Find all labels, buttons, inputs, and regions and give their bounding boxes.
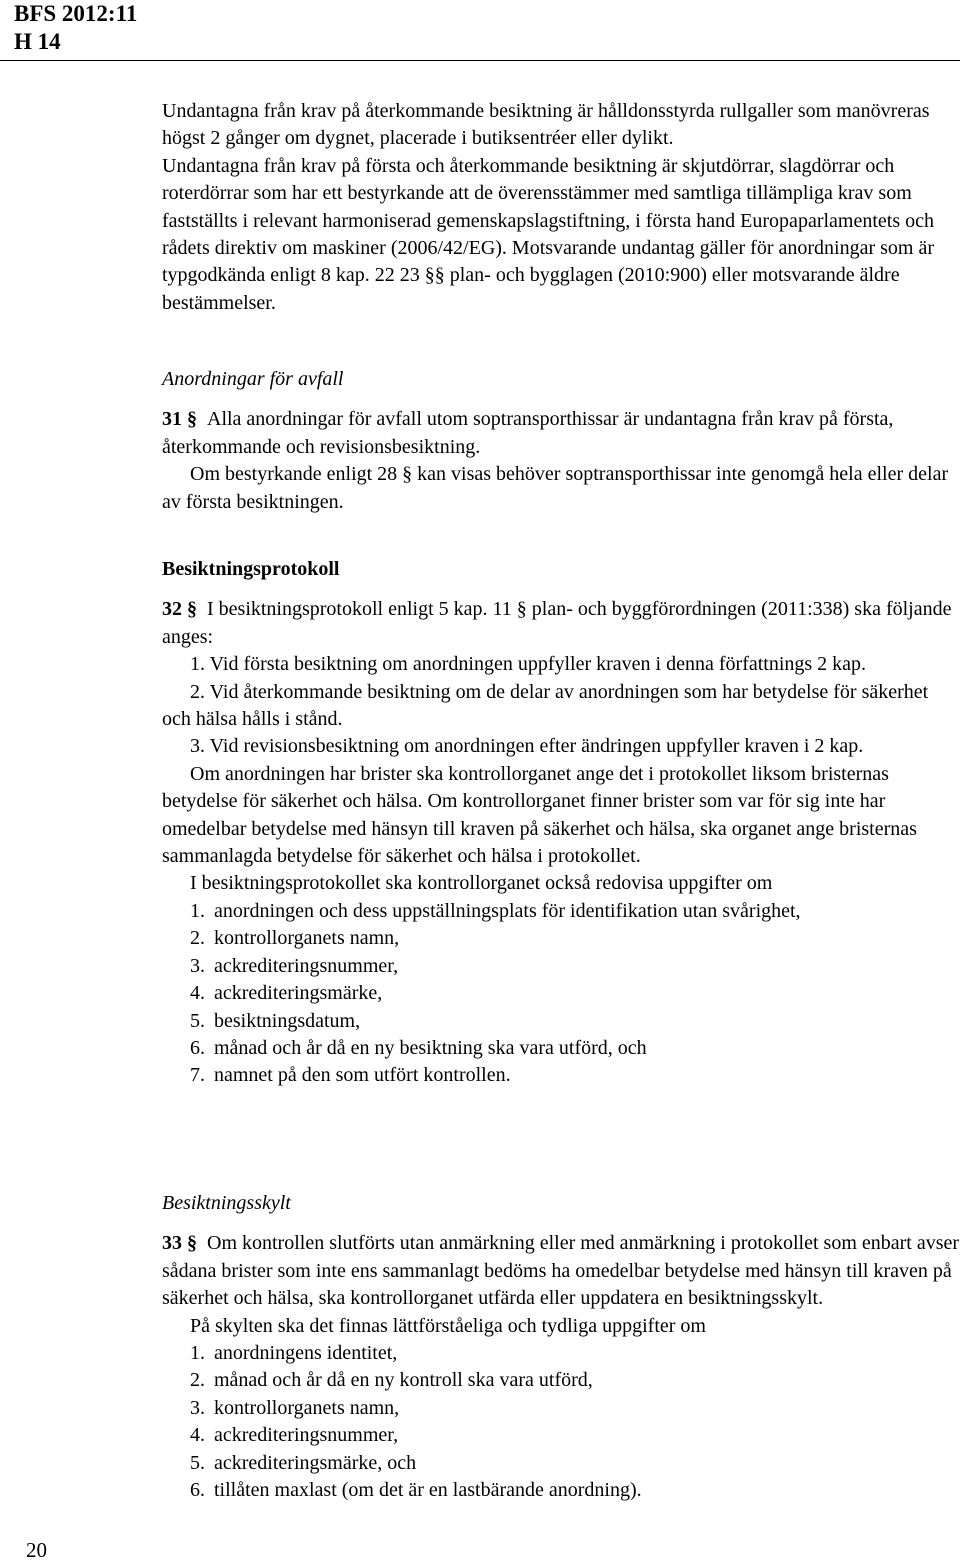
skylt-paragraph-2: På skylten ska det finnas lättförståeliga och tydliga uppgifter om (190, 1314, 706, 1337)
heading-protokoll: Besiktningsprotokoll (162, 558, 340, 580)
header-series: BFS 2012:11 (14, 1, 138, 26)
skylt-list (162, 1340, 960, 1504)
section-number-31: 31 § (162, 408, 197, 431)
section-33-paragraph (162, 1230, 960, 1312)
protokoll-paragraph-3: I besiktningsprotokollet ska kontrollorganet också redovisa uppgifter om (190, 872, 773, 895)
list-item: 6. tillåten maxlast (om det är en lastbärande anordning). (190, 1479, 642, 1502)
exemption-block (162, 98, 960, 317)
protokoll-list (162, 898, 960, 1090)
section-31-paragraph (162, 406, 960, 461)
list-item: 2. kontrollorganets namn, (190, 927, 400, 950)
section-33-text: Om kontrollen slutförts utan anmärkning eller med anmärkning i protokollet som enbart avser sådana brister som inte ens sammanlagt bedöms ha omedelbar betydelse med hänsyn till kraven på säkerhet och hälsa, ska kontrollorganet utfärda eller uppdatera en besiktningsskylt. (162, 1232, 960, 1310)
list-item: 2. månad och år då en ny kontroll ska vara utförd, (190, 1369, 593, 1392)
section-32-paragraph (162, 596, 960, 651)
protokoll-item-3: 3. Vid revisionsbesiktning om anordningen efter ändringen uppfyller kraven i 2 kap. (190, 735, 864, 758)
heading-avfall: Anordningar för avfall (162, 368, 344, 390)
section-number-33: 33 § (162, 1232, 197, 1255)
list-item: 4. ackrediteringsmärke, (190, 982, 383, 1005)
heading-skylt: Besiktningsskylt (162, 1192, 291, 1214)
section-avfall (162, 366, 960, 516)
protokoll-item-2: 2. Vid återkommande besiktning om de delar av anordningen som har betydelse för säkerhet och hälsa hålls i stånd. (162, 680, 929, 731)
protokoll-item-1: 1. Vid första besiktning om anordningen uppfyller kraven i denna författnings 2 kap. (190, 653, 867, 676)
list-item: 7. namnet på den som utfört kontrollen. (190, 1064, 511, 1087)
list-item: 1. anordningen och dess uppställningsplats för identifikation utan svårighet, (190, 899, 801, 922)
section-number-32: 32 § (162, 598, 197, 621)
section-skylt (162, 1190, 960, 1504)
list-item: 1. anordningens identitet, (190, 1342, 398, 1365)
exemption-paragraph-2: Undantagna från krav på första och återkommande besiktning är skjutdörrar, slagdörrar och roterdörrar som har ett bestyrkande att de överensstämmer med samtliga tillämpliga krav som fastställts i relevant harmoniserad gemenskapslagstiftning, i första hand Europaparlamentets och rådets direktiv om maskiner (2006/42/EG). Motsvarande undantag gäller för anordningar som är typgodkända enligt 8 kap. 22 23 §§ plan- och bygglagen (2010:900) eller motsvarande äldre bestämmelser. (162, 154, 935, 314)
list-item: 6. månad och år då en ny besiktning ska vara utförd, och (190, 1036, 647, 1059)
exemption-paragraph-1: Undantagna från krav på återkommande besiktning är hålldonsstyrda rullgaller som manövreras högst 2 gånger om dygnet, placerade i butiksentréer eller dylikt. (162, 100, 930, 150)
list-item: 5. besiktningsdatum, (190, 1009, 361, 1032)
protokoll-paragraph-2: Om anordningen har brister ska kontrollorganet ange det i protokollet liksom bristernas betydelse för säkerhet och hälsa. Om kontrollorganet finner brister som var för sig inte har omedelbar betydelse med hänsyn till kraven på säkerhet och hälsa, ska organet ange bristernas sammanlagda betydelse för säkerhet och hälsa i protokollet. (162, 762, 917, 868)
header-rule (0, 60, 960, 61)
list-item: 4. ackrediteringsnummer, (190, 1424, 399, 1447)
running-header (14, 0, 137, 56)
header-number: H 14 (14, 29, 61, 54)
list-item: 3. kontrollorganets namn, (190, 1396, 400, 1419)
list-item: 5. ackrediteringsmärke, och (190, 1451, 417, 1474)
section-32-text: I besiktningsprotokoll enligt 5 kap. 11 § plan- och byggförordningen (2011:338) ska följande anges: (162, 598, 952, 648)
list-item: 3. ackrediteringsnummer, (190, 954, 399, 977)
section-31-text: Alla anordningar för avfall utom soptransporthissar är undantagna från krav på första, återkommande och revisionsbesiktning. (162, 408, 894, 458)
section-protokoll (162, 556, 960, 1090)
section-31-paragraph-2: Om bestyrkande enligt 28 § kan visas behöver soptransporthissar inte genomgå hela eller delar av första besiktningen. (162, 463, 949, 513)
page-number: 20 (26, 1538, 47, 1562)
